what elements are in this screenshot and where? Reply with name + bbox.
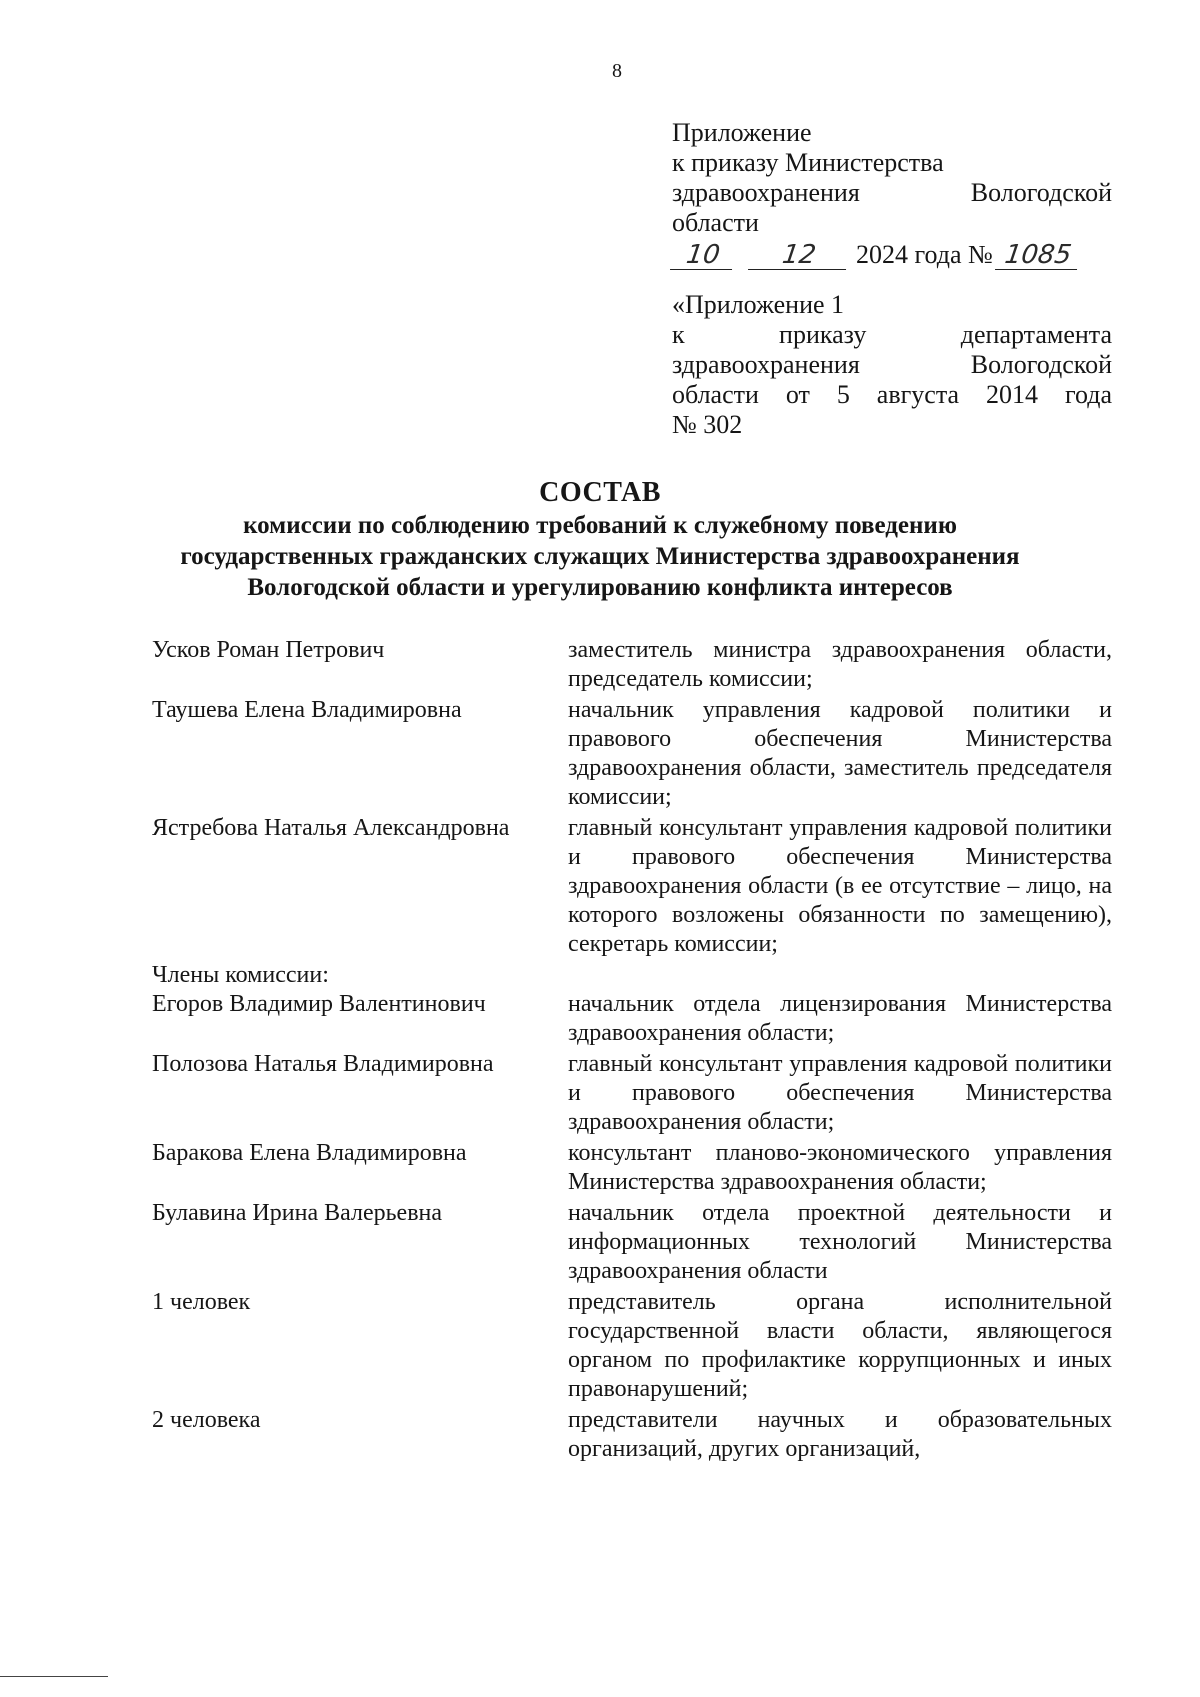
member-role: консультант планово-экономического управления Министерства здравоохранения области;: [568, 1140, 1112, 1195]
prev-appendix-date: области от 5 августа 2014 года: [672, 380, 1112, 409]
member-role: начальник отдела проектной деятельности и информационных технологий Министерства здравоохранения области: [568, 1200, 1112, 1284]
prev-appendix-department: здравоохранения Вологодской: [672, 350, 1112, 379]
appendix-date-line: [672, 240, 1112, 270]
handwritten-order-number: 1085: [995, 241, 1081, 270]
member-role: начальник управления кадровой политики и правового обеспечения Министерства здравоохранения области, заместитель председателя комиссии;: [568, 697, 1112, 810]
table-row: [152, 814, 1112, 959]
member-name: 1 человек: [152, 1289, 251, 1315]
member-role: начальник отдела лицензирования Министерства здравоохранения области;: [568, 991, 1112, 1046]
table-row: [152, 1288, 1112, 1404]
prev-appendix-number: № 302: [672, 410, 743, 439]
member-role: представитель органа исполнительной государственной власти области, являющегося органом по профилактике коррупционных и иных правонарушений;: [568, 1289, 1112, 1402]
appendix-ministry: здравоохранения Вологодской: [672, 178, 1112, 207]
table-row: [152, 1199, 1112, 1286]
title-line-1: комиссии по соблюдению требований к служебному поведению: [243, 512, 957, 539]
table-row: [152, 1139, 1112, 1197]
member-name: Полозова Наталья Владимировна: [152, 1051, 494, 1077]
title-line-3: Вологодской области и урегулированию конфликта интересов: [247, 574, 953, 601]
document-title: [0, 476, 1200, 603]
member-role: представители научных и образовательных организаций, других организаций,: [568, 1407, 1112, 1462]
appendix-order-ref: к приказу Министерства: [672, 148, 944, 177]
table-row: [152, 636, 1112, 694]
handwritten-day: 10: [670, 241, 736, 270]
title-main: СОСТАВ: [539, 477, 661, 508]
prev-appendix-order-ref: к приказу департамента: [672, 320, 1112, 349]
appendix-title: Приложение: [672, 118, 812, 147]
appendix-year-text: 2024 года №: [856, 240, 993, 269]
table-row: [152, 1406, 1112, 1464]
member-name: Усков Роман Петрович: [152, 637, 385, 663]
appendix-header: [672, 118, 1112, 440]
page-number: 8: [612, 60, 622, 82]
member-name: Таушева Елена Владимировна: [152, 697, 462, 723]
member-role: главный консультант управления кадровой политики и правового обеспечения Министерства здравоохранения области;: [568, 1051, 1112, 1135]
member-name: Булавина Ирина Валерьевна: [152, 1200, 443, 1226]
table-row: [152, 696, 1112, 812]
commission-composition: [152, 636, 1112, 1466]
member-name: Егоров Владимир Валентинович: [152, 991, 486, 1017]
members-label: Члены комиссии:: [152, 962, 329, 988]
member-role: заместитель министра здравоохранения области, председатель комиссии;: [568, 637, 1112, 692]
member-name: Ястребова Наталья Александровна: [152, 815, 510, 841]
member-role: главный консультант управления кадровой политики и правового обеспечения Министерства здравоохранения области (в ее отсутствие – лицо, на которого возложены обязанности по замещению), секретарь комиссии;: [568, 815, 1112, 957]
footer-divider: [0, 1676, 108, 1677]
table-row: [152, 990, 1112, 1048]
prev-appendix-title: «Приложение 1: [672, 290, 845, 319]
member-name: 2 человека: [152, 1407, 261, 1433]
appendix-region: области: [672, 208, 759, 237]
member-name: Баракова Елена Владимировна: [152, 1140, 467, 1166]
handwritten-month: 12: [748, 241, 850, 270]
title-line-2: государственных гражданских служащих Министерства здравоохранения: [180, 543, 1020, 570]
table-row: [152, 1050, 1112, 1137]
